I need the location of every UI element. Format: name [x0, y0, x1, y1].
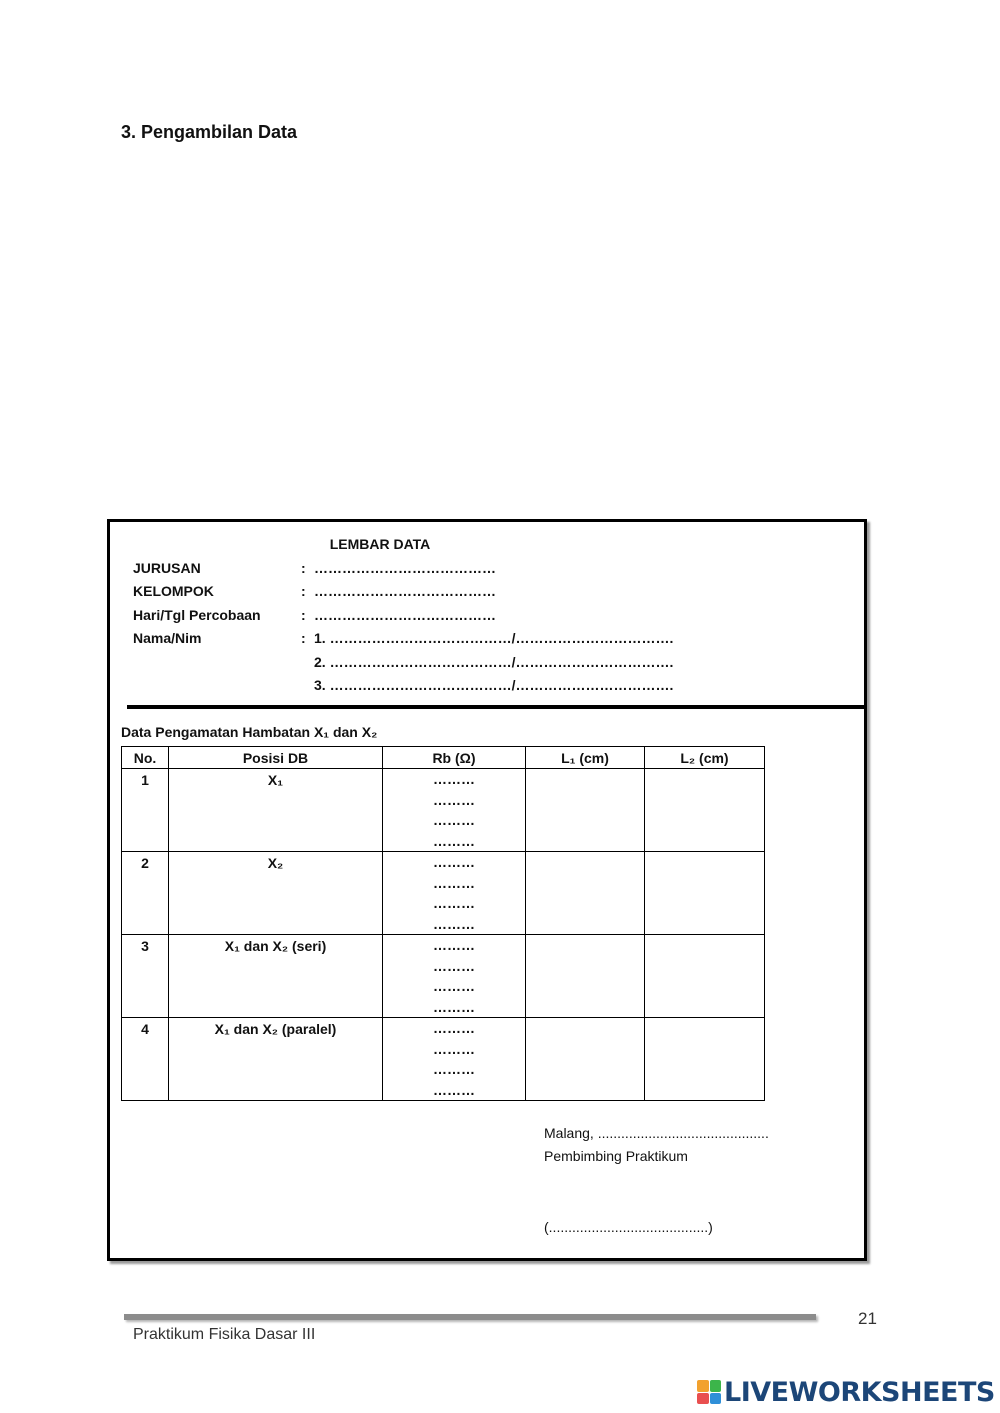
cell-l2[interactable] [645, 769, 765, 852]
row-posisi: X₁ dan X₂ (paralel) [214, 1021, 337, 1037]
sheet-title: LEMBAR DATA [329, 536, 431, 552]
page-number: 21 [858, 1309, 877, 1328]
field-colon: : [301, 583, 306, 599]
logo-square [697, 1380, 709, 1392]
rb-blank[interactable]: ……… [433, 1020, 475, 1036]
table-header-row [122, 747, 765, 769]
cell-l2[interactable] [645, 935, 765, 1018]
signature-place-date[interactable]: Malang, ............................................ [544, 1125, 769, 1141]
observation-table [121, 746, 765, 1101]
logo-square [697, 1393, 709, 1405]
header-rb: Rb (Ω) [383, 747, 526, 769]
rb-blank[interactable]: ……… [433, 957, 475, 974]
rb-blank[interactable]: ……… [433, 812, 475, 828]
rb-blank[interactable]: ……… [433, 915, 475, 932]
brand-name: LIVEWORKSHEETS [724, 1376, 995, 1408]
rb-blank[interactable]: ……… [433, 874, 475, 891]
rb-blank[interactable]: ……… [433, 791, 475, 808]
field-label-nama-nim: Nama/Nim [133, 630, 202, 646]
cell-l1[interactable] [526, 769, 645, 852]
field-colon: : [301, 630, 306, 646]
rb-blank[interactable]: ……… [433, 998, 475, 1015]
rb-blank[interactable]: ……… [433, 771, 475, 787]
table-row [122, 852, 765, 935]
row-posisi: X₁ [267, 772, 284, 788]
field-value-member-1[interactable]: 1. …………………………………/……………………………. [314, 630, 674, 646]
field-value-hari-tgl[interactable]: ………………………………… [314, 607, 496, 623]
cell-l1[interactable] [526, 852, 645, 935]
field-label-hari-tgl: Hari/Tgl Percobaan [133, 607, 261, 623]
rb-blank[interactable]: ……… [433, 937, 475, 953]
rb-blank[interactable]: ……… [433, 832, 475, 849]
header-separator [127, 705, 864, 709]
field-value-member-2[interactable]: 2. …………………………………/……………………………. [314, 654, 674, 670]
table-caption: Data Pengamatan Hambatan X₁ dan X₂ [121, 724, 378, 740]
liveworksheets-logo-icon [697, 1380, 721, 1404]
row-number: 2 [141, 855, 149, 871]
row-number: 3 [141, 938, 149, 954]
field-value-member-3[interactable]: 3. …………………………………/……………………………. [314, 677, 674, 693]
cell-l1[interactable] [526, 935, 645, 1018]
footer-course: Praktikum Fisika Dasar III [133, 1326, 316, 1343]
table-row [122, 1018, 765, 1101]
field-value-kelompok[interactable]: ………………………………… [314, 583, 496, 599]
field-label-jurusan: JURUSAN [133, 560, 201, 576]
cell-posisi [169, 769, 383, 852]
cell-rb [383, 1018, 526, 1101]
cell-posisi [169, 1018, 383, 1101]
header-posisi-db: Posisi DB [169, 747, 383, 769]
row-number: 1 [141, 772, 149, 788]
footer-rule [124, 1314, 816, 1320]
cell-rb [383, 769, 526, 852]
cell-rb [383, 935, 526, 1018]
cell-l2[interactable] [645, 852, 765, 935]
rb-blank[interactable]: ……… [433, 895, 475, 911]
logo-square [710, 1380, 722, 1392]
liveworksheets-brand [697, 1377, 995, 1407]
field-colon: : [301, 607, 306, 623]
signature-role: Pembimbing Praktikum [544, 1148, 688, 1164]
header-l2: L₂ (cm) [645, 747, 765, 769]
row-posisi: X₁ dan X₂ (seri) [224, 938, 327, 954]
cell-rb [383, 852, 526, 935]
field-label-kelompok: KELOMPOK [133, 583, 214, 599]
row-number: 4 [141, 1021, 149, 1037]
cell-no [122, 1018, 169, 1101]
cell-l1[interactable] [526, 1018, 645, 1101]
cell-posisi [169, 852, 383, 935]
cell-l2[interactable] [645, 1018, 765, 1101]
section-heading: 3. Pengambilan Data [121, 122, 298, 142]
rb-blank[interactable]: ……… [433, 1061, 475, 1077]
rb-blank[interactable]: ……… [433, 854, 475, 870]
rb-blank[interactable]: ……… [433, 1040, 475, 1057]
table-row [122, 935, 765, 1018]
cell-no [122, 935, 169, 1018]
cell-no [122, 769, 169, 852]
field-value-jurusan[interactable]: ………………………………… [314, 560, 496, 576]
cell-posisi [169, 935, 383, 1018]
signature-name-line[interactable]: (.........................................) [544, 1219, 713, 1235]
logo-square [710, 1393, 722, 1405]
rb-blank[interactable]: ……… [433, 1081, 475, 1098]
rb-blank[interactable]: ……… [433, 978, 475, 994]
table-row [122, 769, 765, 852]
row-posisi: X₂ [267, 855, 284, 871]
header-l1: L₁ (cm) [526, 747, 645, 769]
header-no: No. [122, 747, 169, 769]
cell-no [122, 852, 169, 935]
field-colon: : [301, 560, 306, 576]
